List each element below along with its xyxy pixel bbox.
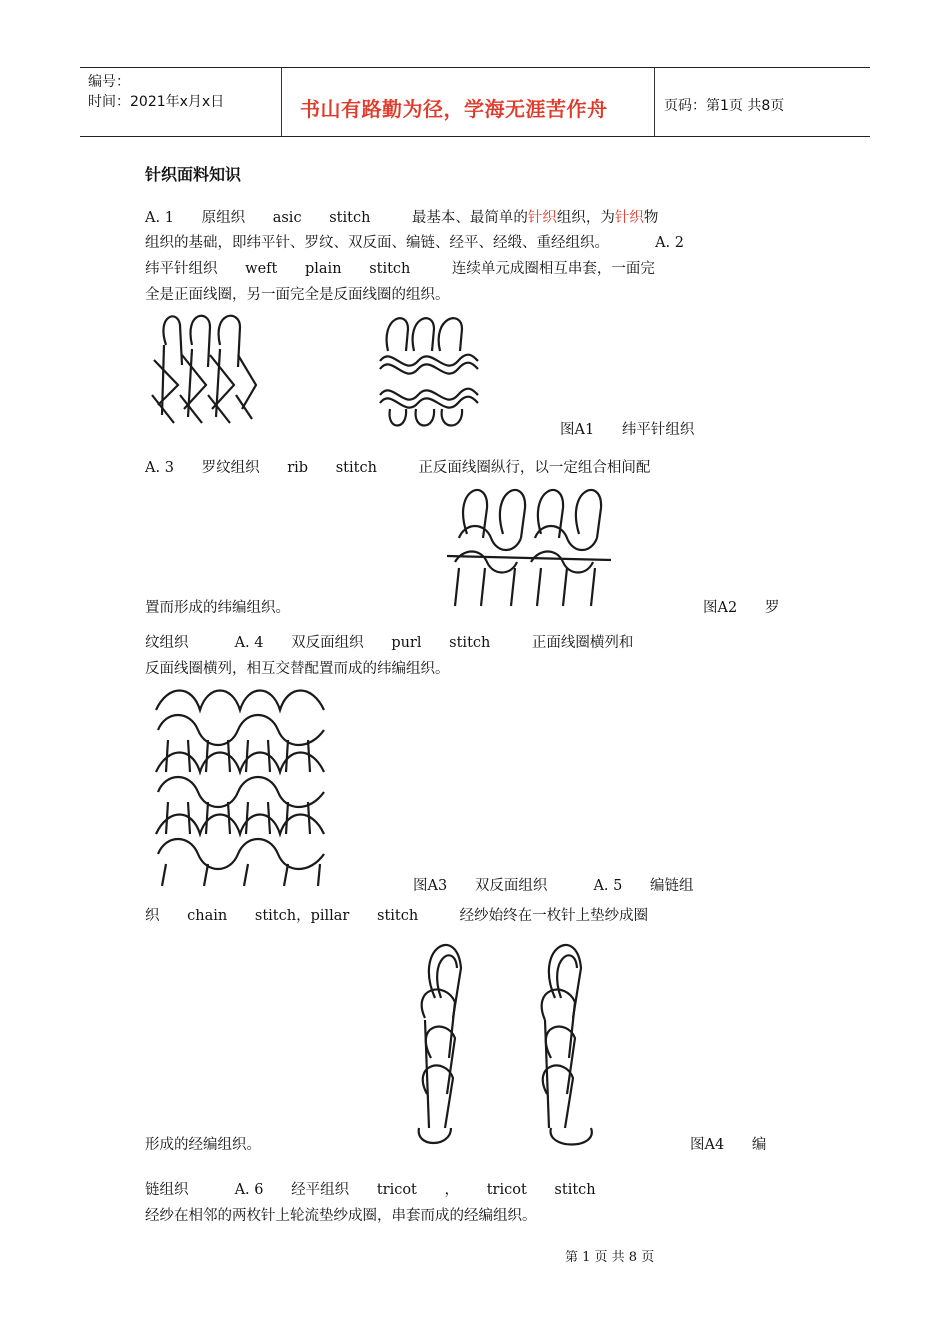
purl-knit-illustration (148, 680, 338, 892)
header-page-info: 页码：第1页 共8页 (664, 98, 785, 114)
header-divider (281, 68, 282, 136)
page-title: 针织面料知识 (145, 165, 242, 184)
rib-knit-illustration (445, 478, 615, 610)
chain-stitch-illustration (405, 928, 615, 1146)
header-motto: 书山有路勤为径，学海无涯苦作舟 (300, 97, 608, 121)
header-divider (654, 68, 655, 136)
paragraph-line: 形成的经编组织。 (145, 1137, 261, 1153)
paragraph-line: 反面线圈横列，相互交替配置而成的纬编组织。 (145, 661, 450, 677)
paragraph-line: A. 3 罗纹组织 rib stitch 正反面线圈纵行，以一定组合相间配 (145, 460, 651, 476)
paragraph-line: 全是正面线圈，另一面完全是反面线圈的组织。 (145, 287, 450, 303)
figure-caption-a3: 图A3 双反面组织 A. 5 编链组 (413, 878, 694, 894)
header-number-label: 编号： (88, 74, 130, 90)
header-time-label: 时间：2021年x月x日 (88, 94, 225, 110)
weft-knit-back-illustration (378, 305, 480, 433)
figure-caption-a1: 图A1 纬平针组织 (560, 422, 695, 438)
paragraph-line: A. 1 原组织 asic stitch 最基本、最简单的针织组织，为针织物 (145, 210, 659, 226)
paragraph-line: 经纱在相邻的两枚针上轮流垫纱成圈，串套而成的经编组织。 (145, 1208, 537, 1224)
paragraph-line: 纹组织 A. 4 双反面组织 purl stitch 正面线圈横列和 (145, 635, 634, 651)
figure-caption-a2: 图A2 罗 (703, 600, 780, 616)
paragraph-line: 置而形成的纬编组织。 (145, 600, 290, 616)
paragraph-line: 链组织 A. 6 经平组织 tricot ， tricot stitch (145, 1182, 596, 1198)
paragraph-line: 纬平针组织 weft plain stitch 连续单元成圈相互串套，一面完 (145, 261, 655, 277)
paragraph-line: 组织的基础，即纬平针、罗纹、双反面、编链、经平、经缎、重经组织。 A. 2 (145, 235, 685, 251)
figure-caption-a4: 图A4 编 (690, 1137, 767, 1153)
paragraph-line: 织 chain stitch，pillar stitch 经纱始终在一枚针上垫纱成圈 (145, 908, 649, 924)
page-footer: 第 1 页 共 8 页 (565, 1250, 655, 1265)
weft-knit-front-illustration (148, 305, 263, 433)
